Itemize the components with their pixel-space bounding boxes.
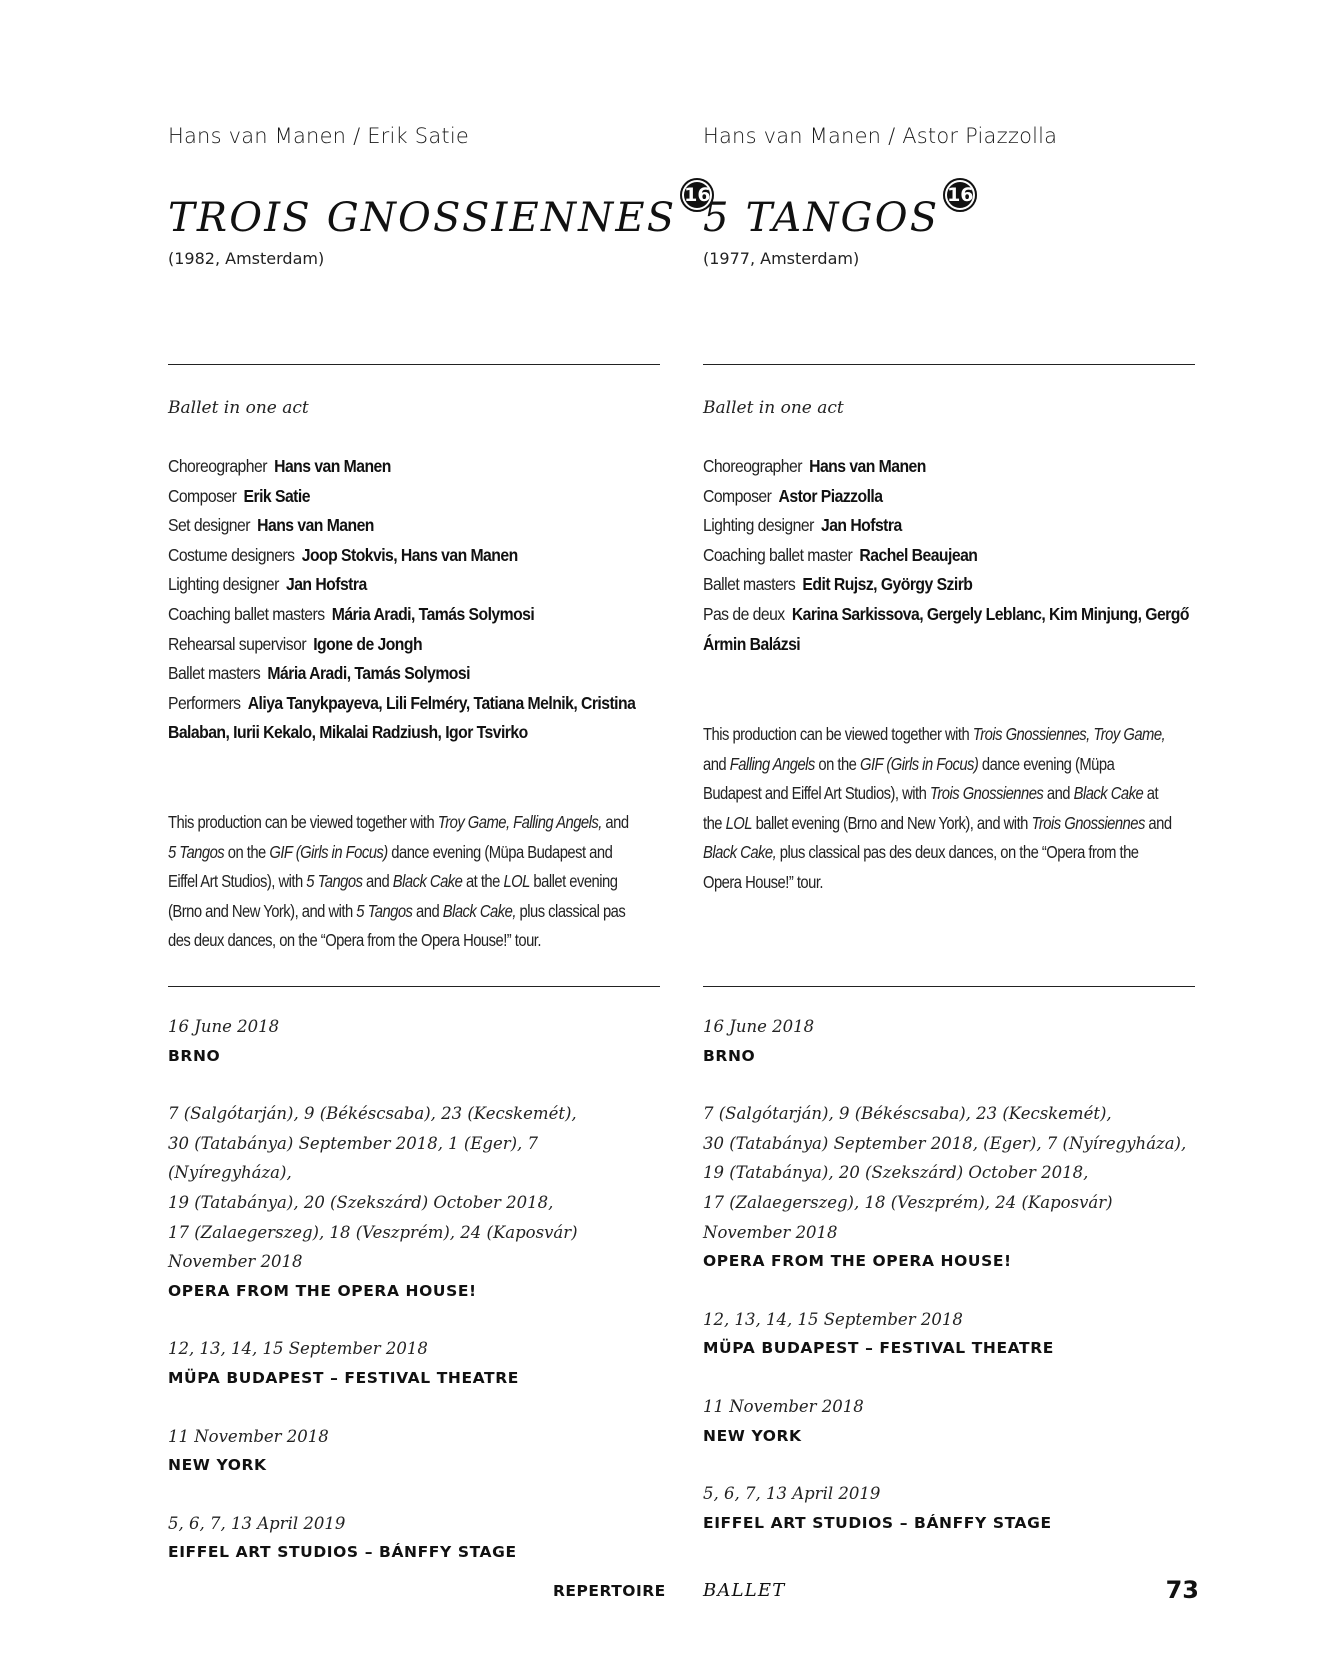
credit-role: Composer: [168, 485, 237, 506]
credit-row: [703, 600, 1194, 659]
production-column-right: [703, 0, 1195, 1540]
notes-text: dance evening (Müpa Budapest and Eiffel Art Studios), with: [168, 841, 613, 892]
divider-top: [168, 364, 660, 365]
notes-text: plus classical pas des deux dances, on the “Opera from the Opera House!” tour.: [168, 900, 626, 951]
notes-text: and: [601, 812, 629, 832]
notes-title-ref: 5 Tangos: [168, 841, 225, 862]
credit-role: Lighting designer: [703, 515, 814, 536]
credit-role: Rehearsal supervisor: [168, 633, 307, 654]
production-column-left: [168, 0, 711, 1562]
schedule-item: [703, 1099, 1195, 1277]
credits-list: [168, 452, 659, 748]
notes-text: at the: [703, 783, 1159, 833]
notes-text: on the: [224, 841, 270, 862]
notes-title-ref: 5 Tangos: [306, 871, 363, 892]
credit-row: [703, 511, 1194, 541]
credit-name: Mária Aradi, Tamás Solymosi: [331, 603, 535, 624]
credits-list: [703, 452, 1194, 659]
performance-schedule: [703, 1012, 1195, 1566]
credit-role: Set designer: [168, 515, 250, 536]
credit-name: Igone de Jongh: [313, 633, 423, 654]
notes-title-ref: Falling Angels: [729, 753, 815, 774]
credit-role: Coaching ballet master: [703, 544, 853, 565]
notes-title-ref: GIF (Girls in Focus): [269, 841, 388, 862]
credit-row: [168, 541, 659, 571]
schedule-dates: 5, 6, 7, 13 April 2019: [703, 1484, 881, 1504]
credit-role: Pas de deux: [703, 603, 785, 624]
credit-row: [168, 659, 659, 689]
performance-schedule: [168, 1012, 660, 1596]
production-title: TROIS GNOSSIENNES: [168, 195, 677, 241]
credit-role: Choreographer: [168, 456, 267, 476]
notes-title-ref: Black Cake,: [442, 900, 516, 921]
credit-row: [168, 600, 659, 630]
credit-row: [703, 541, 1194, 571]
schedule-venue: MÜPA BUDAPEST – FESTIVAL THEATRE: [168, 1368, 519, 1387]
schedule-venue: MÜPA BUDAPEST – FESTIVAL THEATRE: [703, 1339, 1054, 1358]
schedule-dates: 16 June 2018: [703, 1017, 815, 1036]
page-footer: [0, 1578, 1331, 1608]
schedule-item: [703, 1305, 1195, 1364]
credit-row: [703, 570, 1194, 600]
notes-title-ref: Troy Game, Falling Angels,: [437, 812, 602, 832]
schedule-item: [168, 1099, 660, 1306]
credit-name: Edit Rujsz, György Szirb: [802, 574, 973, 595]
credit-row: [168, 570, 659, 600]
title-block: [168, 184, 714, 244]
divider-top: [703, 364, 1195, 365]
schedule-venue: BRNO: [168, 1046, 221, 1065]
credit-row: [168, 482, 659, 512]
schedule-item: [168, 1509, 660, 1568]
notes-text: ballet evening (Brno and New York), and with: [168, 871, 618, 921]
schedule-item: [703, 1012, 1195, 1071]
credit-row: [168, 452, 659, 482]
age-rating-badge: 16: [943, 178, 977, 212]
notes-text: This production can be viewed together with: [703, 724, 973, 744]
notes-text: and: [1144, 812, 1172, 833]
schedule-venue: NEW YORK: [703, 1426, 802, 1445]
credit-row: [168, 689, 659, 748]
notes-text: dance evening (Müpa Budapest and Eiffel Art Studios), with: [703, 753, 1115, 804]
schedule-venue: OPERA FROM THE OPERA HOUSE!: [703, 1252, 1012, 1271]
schedule-dates: 12, 13, 14, 15 September 2018: [168, 1339, 428, 1359]
schedule-venue: OPERA FROM THE OPERA HOUSE!: [168, 1281, 477, 1300]
schedule-venue: BRNO: [703, 1046, 756, 1065]
credit-role: Composer: [703, 485, 772, 506]
notes-text: ballet evening (Brno and New York), and with: [751, 812, 1032, 833]
viewing-notes: [703, 720, 1173, 898]
credit-name: Mária Aradi, Tamás Solymosi: [267, 663, 470, 684]
schedule-dates: 12, 13, 14, 15 September 2018: [703, 1309, 963, 1329]
credit-role: Lighting designer: [168, 574, 279, 595]
credit-row: [168, 630, 659, 660]
notes-text: and: [1043, 783, 1074, 804]
schedule-item: [168, 1422, 660, 1481]
credit-row: [703, 452, 1194, 482]
production-title: 5 TANGOS: [703, 195, 940, 241]
premiere-info: (1977, Amsterdam): [703, 249, 860, 268]
credit-role: Ballet masters: [168, 663, 261, 684]
credit-name: Rachel Beaujean: [859, 544, 978, 565]
notes-title-ref: GIF (Girls in Focus): [859, 753, 979, 774]
credit-role: Coaching ballet masters: [168, 603, 325, 624]
credit-role: Performers: [168, 692, 241, 713]
credit-role: Ballet masters: [703, 574, 796, 595]
age-rating-badge: 16: [680, 178, 714, 212]
notes-title-ref: 5 Tangos: [356, 900, 413, 921]
notes-title-ref: Black Cake: [392, 871, 463, 892]
schedule-venue: NEW YORK: [168, 1456, 267, 1475]
schedule-dates: 11 November 2018: [703, 1396, 864, 1416]
credit-name: Hans van Manen: [257, 515, 374, 536]
credit-row: [703, 482, 1194, 512]
notes-title-ref: LOL: [503, 871, 530, 892]
notes-text: This production can be viewed together with: [168, 812, 438, 832]
notes-title-ref: Trois Gnossiennes, Troy Game,: [972, 724, 1166, 744]
notes-title-ref: Trois Gnossiennes: [1031, 812, 1145, 833]
schedule-dates: 5, 6, 7, 13 April 2019: [168, 1513, 346, 1533]
schedule-item: [168, 1334, 660, 1393]
footer-section-label: REPERTOIRE: [553, 1582, 666, 1600]
genre-label: Ballet in one act: [168, 398, 309, 418]
credit-role: Costume designers: [168, 544, 295, 565]
genre-label: Ballet in one act: [703, 398, 844, 418]
viewing-notes: [168, 808, 638, 956]
notes-text: on the: [814, 753, 860, 774]
notes-text: at the: [462, 871, 504, 892]
divider-middle: [703, 986, 1195, 987]
notes-text: and: [362, 871, 393, 892]
credit-role: Choreographer: [703, 456, 802, 476]
footer-subsection-label: BALLET: [703, 1580, 786, 1601]
notes-text: and: [412, 900, 443, 921]
divider-middle: [168, 986, 660, 987]
creators-line: Hans van Manen / Erik Satie: [168, 124, 469, 148]
credit-name: Hans van Manen: [274, 456, 391, 476]
schedule-item: [703, 1479, 1195, 1538]
credit-row: [168, 511, 659, 541]
page-number: 73: [1165, 1576, 1199, 1604]
schedule-dates: 11 November 2018: [168, 1426, 329, 1446]
schedule-dates: 7 (Salgótarján), 9 (Békéscsaba), 23 (Kecskemét), 30 (Tatabánya) September 2018, 1 (Eger), 7 (Nyíregyháza), 19 (Tatabánya), 20 (Szekszárd) October 2018, 17 (Zalaegerszeg), 18 (Veszprém), 24 (Kaposvár) November 2018: [168, 1104, 578, 1272]
notes-text: and: [703, 753, 730, 774]
schedule-item: [168, 1012, 660, 1071]
creators-line: Hans van Manen / Astor Piazzolla: [703, 124, 1058, 148]
notes-title-ref: Black Cake: [1073, 783, 1144, 804]
credit-name: Jan Hofstra: [820, 515, 902, 536]
notes-title-ref: Trois Gnossiennes: [929, 783, 1044, 804]
credit-name: Aliya Tanykpayeva, Lili Felméry, Tatiana Melnik, Cristina Balaban, Iurii Kekalo, Mikalai Radziush, Igor Tsvirko: [168, 692, 636, 743]
credit-name: Karina Sarkissova, Gergely Leblanc, Kim Minjung, Gergő Ármin Balázsi: [703, 603, 1189, 654]
notes-title-ref: Black Cake,: [703, 842, 777, 863]
schedule-venue: EIFFEL ART STUDIOS – BÁNFFY STAGE: [168, 1543, 517, 1562]
credit-name: Hans van Manen: [809, 456, 926, 476]
schedule-item: [703, 1392, 1195, 1451]
notes-title-ref: LOL: [725, 812, 752, 833]
credit-name: Jan Hofstra: [285, 574, 367, 595]
credit-name: Erik Satie: [243, 485, 310, 506]
schedule-venue: EIFFEL ART STUDIOS – BÁNFFY STAGE: [703, 1513, 1052, 1532]
schedule-dates: 7 (Salgótarján), 9 (Békéscsaba), 23 (Kecskemét), 30 (Tatabánya) September 2018, (Eger), 7 (Nyíregyháza), 19 (Tatabánya), 20 (Szekszárd) October 2018, 17 (Zalaegerszeg), 18 (Veszprém), 24 (Kaposvár) November 2018: [703, 1104, 1187, 1242]
schedule-dates: 16 June 2018: [168, 1017, 280, 1036]
credit-name: Astor Piazzolla: [778, 485, 883, 506]
premiere-info: (1982, Amsterdam): [168, 249, 325, 268]
credit-name: Joop Stokvis, Hans van Manen: [301, 544, 518, 565]
title-block: [703, 184, 977, 244]
notes-text: plus classical pas des deux dances, on the “Opera from the Opera House!” tour.: [703, 842, 1139, 892]
